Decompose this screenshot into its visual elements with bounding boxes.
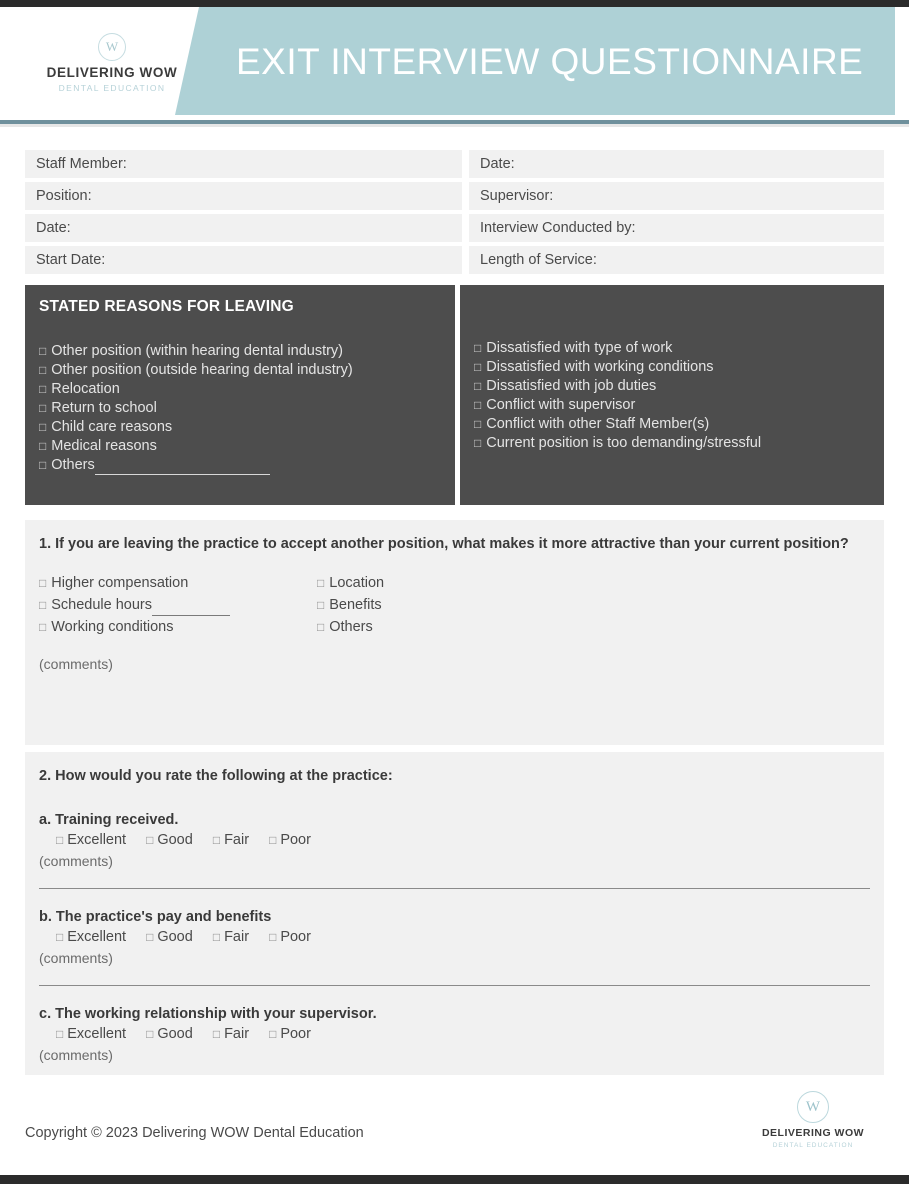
checkbox-label: Medical reasons	[51, 438, 157, 454]
logo-circle-w-icon: W	[797, 1091, 829, 1123]
footer-brand-logo	[753, 1091, 873, 1149]
rating-label: Excellent	[67, 929, 127, 945]
subquestion-a-rule	[39, 888, 870, 889]
subquestion-b-title: b. The practice's pay and benefits	[39, 909, 272, 925]
checkbox-icon[interactable]: □	[146, 833, 154, 847]
checkbox-icon[interactable]: □	[474, 341, 482, 355]
checkbox-label: Other position (within hearing dental industry)	[51, 343, 344, 359]
checkbox-icon[interactable]: □	[269, 1027, 277, 1041]
rating-excellent[interactable]	[56, 1026, 126, 1042]
checkbox-item[interactable]	[39, 342, 441, 361]
question-1-options-column-a	[39, 572, 317, 638]
checkbox-icon[interactable]: □	[39, 439, 47, 453]
checkbox-item[interactable]	[474, 396, 870, 415]
checkbox-label: Higher compensation	[51, 575, 189, 591]
rating-poor[interactable]	[269, 832, 311, 848]
rating-fair[interactable]	[213, 1026, 249, 1042]
checkbox-icon[interactable]: □	[39, 420, 47, 434]
rating-label: Fair	[224, 1026, 250, 1042]
rating-options-a	[39, 830, 870, 851]
checkbox-icon[interactable]: □	[39, 598, 47, 612]
rating-good[interactable]	[146, 1026, 193, 1042]
rating-excellent[interactable]	[56, 832, 126, 848]
checkbox-item[interactable]	[474, 339, 870, 358]
checkbox-icon[interactable]: □	[39, 576, 47, 590]
checkbox-icon[interactable]: □	[39, 344, 47, 358]
logo-circle-w-icon: W	[98, 33, 126, 61]
checkbox-item[interactable]	[474, 415, 870, 434]
checkbox-icon[interactable]: □	[474, 379, 482, 393]
checkbox-item[interactable]	[474, 358, 870, 377]
checkbox-item[interactable]	[474, 377, 870, 396]
brand-tagline: DENTAL EDUCATION	[772, 1142, 854, 1149]
question-1-block	[25, 520, 884, 745]
checkbox-label: Schedule hours	[51, 597, 153, 613]
rating-options-c	[39, 1024, 870, 1045]
info-field-date[interactable]: Date:	[469, 150, 884, 178]
checkbox-icon[interactable]: □	[212, 930, 221, 944]
rating-label: Excellent	[67, 1026, 127, 1042]
checkbox-label: Dissatisfied with job duties	[486, 378, 657, 394]
rating-label: Poor	[280, 1026, 311, 1042]
checkbox-item[interactable]	[317, 572, 577, 594]
rating-options-b	[39, 927, 870, 948]
bottom-edge-strip	[0, 1175, 909, 1184]
question-2-heading: 2. How would you rate the following at the practice:	[39, 768, 393, 784]
checkbox-item[interactable]	[39, 437, 441, 456]
checkbox-item[interactable]	[317, 616, 577, 638]
subquestion-c	[39, 1006, 870, 1063]
table-row	[25, 182, 884, 210]
info-field-interview-conducted-by[interactable]: Interview Conducted by:	[469, 214, 884, 242]
checkbox-icon[interactable]: □	[56, 1027, 64, 1041]
rating-label: Poor	[280, 832, 311, 848]
table-row	[25, 214, 884, 242]
checkbox-label: Working conditions	[51, 619, 174, 635]
checkbox-label: Others	[329, 619, 373, 635]
checkbox-label: Benefits	[329, 597, 382, 613]
checkbox-icon[interactable]: □	[317, 576, 325, 590]
subquestion-b	[39, 909, 870, 986]
brand-logo	[32, 33, 192, 93]
checkbox-item-others[interactable]	[39, 456, 441, 475]
subquestion-a-title: a. Training received.	[39, 812, 179, 828]
page-title: EXIT INTERVIEW QUESTIONNAIRE	[236, 41, 864, 82]
checkbox-label: Others	[51, 457, 95, 473]
checkbox-label: Current position is too demanding/stressful	[486, 435, 762, 451]
info-field-start-date[interactable]: Start Date:	[25, 246, 462, 274]
rating-label: Good	[157, 1026, 193, 1042]
rating-excellent[interactable]	[56, 929, 126, 945]
checkbox-label: Location	[329, 575, 385, 591]
checkbox-icon[interactable]: □	[39, 382, 47, 396]
checkbox-icon[interactable]: □	[474, 436, 482, 450]
checkbox-icon[interactable]: □	[317, 598, 325, 612]
rating-good[interactable]	[146, 929, 193, 945]
checkbox-label: Dissatisfied with working conditions	[486, 359, 714, 375]
checkbox-icon[interactable]: □	[39, 401, 47, 415]
rating-poor[interactable]	[269, 929, 311, 945]
stated-reasons-panel	[25, 285, 884, 505]
checkbox-item[interactable]	[474, 434, 870, 453]
question-2-block	[25, 752, 884, 1075]
checkbox-item[interactable]	[39, 399, 441, 418]
checkbox-item-schedule-hours[interactable]	[39, 594, 317, 616]
reasons-title: STATED REASONS FOR LEAVING	[39, 298, 294, 315]
subquestion-b-rule	[39, 985, 870, 986]
checkbox-icon[interactable]: □	[39, 458, 47, 472]
document-footer	[0, 1079, 909, 1175]
rating-good[interactable]	[146, 832, 193, 848]
checkbox-label: Conflict with supervisor	[486, 397, 636, 413]
checkbox-icon[interactable]: □	[317, 620, 325, 634]
rating-poor[interactable]	[269, 1026, 311, 1042]
checkbox-icon[interactable]: □	[56, 833, 64, 847]
copyright-text: Copyright © 2023 Delivering WOW Dental Education	[25, 1125, 364, 1141]
top-edge-strip	[0, 0, 909, 7]
rating-fair[interactable]	[213, 929, 249, 945]
checkbox-item[interactable]	[39, 361, 441, 380]
staff-info-table	[25, 150, 884, 278]
rating-label: Good	[157, 929, 193, 945]
checkbox-item[interactable]	[39, 572, 317, 594]
question-1-heading: 1. If you are leaving the practice to accept another position, what makes it more attractive than your current position?	[39, 536, 849, 552]
checkbox-icon[interactable]: □	[56, 930, 64, 944]
brand-name: DELIVERING WOW	[761, 1127, 865, 1139]
checkbox-icon[interactable]: □	[146, 930, 154, 944]
question-1-options	[39, 572, 870, 638]
brand-tagline: DENTAL EDUCATION	[58, 83, 166, 93]
question-1-comments-label[interactable]: (comments)	[39, 656, 113, 672]
rating-label: Excellent	[67, 832, 127, 848]
rating-label: Poor	[280, 929, 311, 945]
checkbox-item[interactable]	[39, 616, 317, 638]
header-divider-shadow	[0, 124, 909, 127]
rating-fair[interactable]	[213, 832, 249, 848]
info-field-supervisor[interactable]: Supervisor:	[469, 182, 884, 210]
checkbox-label: Conflict with other Staff Member(s)	[486, 416, 710, 432]
rating-label: Fair	[224, 832, 250, 848]
checkbox-icon[interactable]: □	[39, 363, 47, 377]
checkbox-label: Child care reasons	[51, 419, 173, 435]
checkbox-icon[interactable]: □	[269, 930, 277, 944]
info-field-position[interactable]: Position:	[25, 182, 462, 210]
checkbox-item[interactable]	[317, 594, 577, 616]
spacer	[474, 298, 870, 339]
checkbox-icon[interactable]: □	[269, 833, 277, 847]
schedule-hours-write-in-line[interactable]	[152, 604, 230, 616]
checkbox-label: Return to school	[51, 400, 157, 416]
checkbox-item[interactable]	[39, 380, 441, 399]
question-1-options-column-b	[317, 572, 577, 638]
checkbox-icon[interactable]: □	[39, 620, 47, 634]
info-field-staff-member[interactable]: Staff Member:	[25, 150, 462, 178]
subquestion-b-comments-label[interactable]: (comments)	[39, 950, 113, 966]
subquestion-a-comments-label[interactable]: (comments)	[39, 853, 113, 869]
checkbox-icon[interactable]: □	[146, 1027, 154, 1041]
checkbox-label: Other position (outside hearing dental industry)	[51, 362, 353, 378]
checkbox-label: Relocation	[51, 381, 120, 397]
checkbox-label: Dissatisfied with type of work	[486, 340, 673, 356]
checkbox-icon[interactable]: □	[474, 398, 482, 412]
checkbox-item[interactable]	[39, 418, 441, 437]
rating-label: Good	[157, 832, 193, 848]
info-field-length-of-service[interactable]: Length of Service:	[469, 246, 884, 274]
table-row	[25, 246, 884, 274]
subquestion-a	[39, 812, 870, 889]
subquestion-c-comments-label[interactable]: (comments)	[39, 1047, 113, 1063]
rating-label: Fair	[224, 929, 250, 945]
subquestion-c-title: c. The working relationship with your supervisor.	[39, 1006, 377, 1022]
info-field-date-2[interactable]: Date:	[25, 214, 462, 242]
checkbox-icon[interactable]: □	[474, 360, 482, 374]
checkbox-icon[interactable]: □	[474, 417, 482, 431]
others-write-in-line[interactable]	[95, 462, 270, 475]
reasons-column-right	[460, 285, 884, 505]
checkbox-icon[interactable]: □	[212, 833, 221, 847]
table-row	[25, 150, 884, 178]
document-header	[14, 7, 895, 115]
checkbox-icon[interactable]: □	[212, 1027, 221, 1041]
reasons-column-left	[25, 285, 455, 505]
brand-name: DELIVERING WOW	[46, 65, 178, 80]
